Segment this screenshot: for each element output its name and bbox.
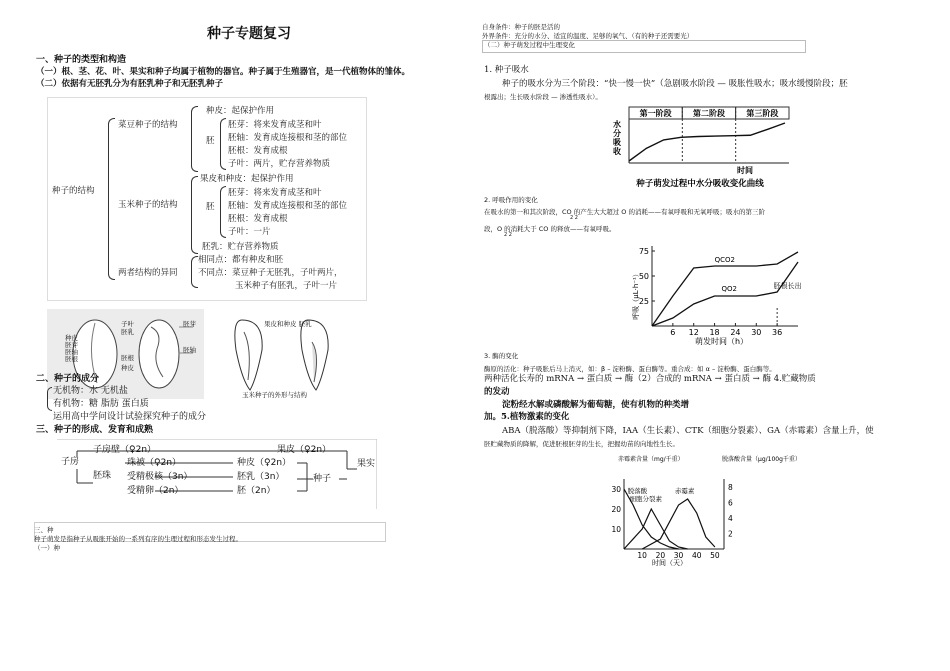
hormone-para-2: 胚贮藏物质的降解，促进胚根胚芽的生长，把握幼苗的向地性生长。 bbox=[484, 440, 679, 448]
stage-label-1: 第一阶段 bbox=[639, 109, 672, 118]
series-label-1: 细胞分裂素 bbox=[629, 495, 662, 503]
tree-bean: 菜豆种子的结构 bbox=[118, 120, 178, 130]
bean-label-9: 胚根 bbox=[121, 354, 134, 362]
flow-coat: 种皮（♀2n） bbox=[237, 458, 292, 468]
y-tick-label-1: 20 bbox=[611, 505, 621, 514]
flow-wall: 子房壁（♀2n） bbox=[93, 445, 157, 455]
water-para-2: 根露出；生长吸水阶段 — 渗透性吸水）。 bbox=[484, 93, 602, 101]
x-tick-label-1: 12 bbox=[688, 328, 699, 337]
series-line-2 bbox=[642, 499, 715, 549]
water-heading: 1. 种子吸水 bbox=[484, 65, 529, 75]
enzyme-heading: 3. 酶的变化 bbox=[484, 352, 519, 360]
resp-heading: 2. 呼吸作用的变化 bbox=[484, 196, 538, 204]
page-title: 种子专题复习 bbox=[207, 26, 291, 42]
chart-caption: 种子萌发过程中水分吸收变化曲线 bbox=[636, 179, 764, 189]
x-tick-label-3: 40 bbox=[691, 551, 702, 560]
resp-para-2-sub: 2 2 bbox=[504, 232, 512, 238]
bean-label-1: 种皮 bbox=[65, 334, 78, 342]
enzyme-para-5: 加。5.植物激素的变化 bbox=[484, 412, 570, 422]
y-right-tick-label-3: 8 bbox=[728, 482, 733, 492]
y-tick-label-0: 10 bbox=[611, 525, 621, 534]
stage-label-2: 第二阶段 bbox=[693, 109, 725, 118]
y-right-tick-label-1: 4 bbox=[728, 513, 733, 523]
subheading-physiology: （二）种子萌发过程中生理变化 bbox=[484, 41, 575, 49]
section-2-heading: 二、种子的成分 bbox=[36, 374, 100, 384]
flow-fruit: 果实 bbox=[357, 459, 376, 469]
x-tick-label-3: 24 bbox=[730, 328, 741, 337]
series-label-qo2: QO2 bbox=[721, 285, 738, 293]
series-line-1 bbox=[624, 509, 688, 549]
hormone-chart-svg bbox=[604, 451, 818, 569]
resp-para-1-sub: 2 2 bbox=[570, 215, 578, 221]
bean-label-8: 胚轴 bbox=[183, 346, 196, 354]
seed-structure-diagram bbox=[47, 97, 367, 301]
ylabel-char-1: 分 bbox=[613, 129, 621, 138]
hormone-chart bbox=[604, 451, 818, 569]
tree-corn: 玉米种子的结构 bbox=[118, 200, 178, 210]
ylabel-char-2: 吸 bbox=[613, 138, 621, 147]
series-label-0: 脱落酸 bbox=[627, 487, 648, 495]
ylabel-char-0: 水 bbox=[613, 120, 621, 129]
tree-compare: 两者结构的异同 bbox=[118, 268, 178, 278]
flow-polar: 受精极核（3n） bbox=[127, 472, 193, 482]
cmp-item-3: 玉米种子有胚乳，子叶一片 bbox=[235, 281, 338, 291]
enzyme-para-2: 两种活化长寿的 mRNA → 蛋白质 → 酶（2）合成的 mRNA → 蛋白质 → 酶 4.贮藏物质 bbox=[484, 374, 816, 384]
cmp-item-1: 相同点：都有种皮和胚 bbox=[198, 255, 284, 265]
x-tick-label-2: 30 bbox=[673, 551, 684, 560]
x-axis-label: 时间 bbox=[737, 166, 753, 175]
x-axis-label: 萌发时间（h） bbox=[694, 337, 749, 346]
flow-endo: 胚乳（3n） bbox=[237, 472, 285, 482]
tree-root: 种子的结构 bbox=[52, 186, 95, 196]
bean-label-7: 胚芽 bbox=[183, 320, 196, 328]
enzyme-para-1: 酶原的活化：种子吸胀后马上消灭，如：β – 淀粉酶、蛋白酶等。重合成：如 α – 淀粉酶、蛋白酶等。 bbox=[484, 365, 776, 373]
water-chart bbox=[607, 103, 793, 189]
corn-seed-image bbox=[212, 312, 362, 404]
y-axis-label-left: 赤霉素含量（mg/千重） bbox=[618, 456, 684, 463]
bean-item-5: 子叶：两片，贮存营养物质 bbox=[228, 159, 331, 169]
section-1-para-2: （二）依据有无胚乳分为有胚乳种子和无胚乳种子 bbox=[36, 79, 224, 89]
bean-embryo: 胚 bbox=[206, 136, 215, 146]
bottom-line-2: 种子萌发是指种子从吸胀开始的一系列有序的生理过程和形态发生过程。 bbox=[34, 535, 242, 543]
water-chart-svg bbox=[607, 103, 793, 189]
x-tick-label-2: 18 bbox=[709, 328, 720, 337]
bean-label-10: 种皮 bbox=[121, 364, 134, 372]
bean-label-2: 胚芽 bbox=[65, 341, 78, 349]
x-tick-label-4: 50 bbox=[710, 551, 720, 560]
corn-item-2: 胚芽：将来发育成茎和叶 bbox=[228, 188, 322, 198]
flow-integ: 珠被（♀2n） bbox=[127, 458, 182, 468]
bean-item-2: 胚芽：将来发育成茎和叶 bbox=[228, 120, 322, 130]
enzyme-para-3: 的发动 bbox=[484, 387, 510, 397]
flow-emb: 胚（2n） bbox=[237, 486, 276, 496]
ylabel-char-3: 收 bbox=[613, 147, 621, 156]
bean-label-5: 子叶 bbox=[121, 320, 134, 328]
stage-label-3: 第三阶段 bbox=[746, 109, 779, 118]
x-axis-label: 时间（天） bbox=[651, 559, 687, 567]
respiration-chart bbox=[630, 240, 805, 346]
x-tick-label-4: 30 bbox=[751, 328, 762, 337]
flow-ovule: 胚珠 bbox=[93, 471, 112, 481]
x-tick-label-5: 36 bbox=[772, 328, 783, 337]
annotation-text: 胚根长出 bbox=[773, 282, 802, 290]
section-1-para-1: （一）根、茎、花、叶、果实和种子均属于植物的器官。种子属于生殖器官，是一代植物体的雏体。 bbox=[36, 67, 411, 77]
hormone-para-1: ABA（脱落酸）等抑制剂下降，IAA（生长素）、CTK（细胞分裂素）、GA（赤霉素）含量上升，使 bbox=[502, 426, 874, 436]
bean-item-3: 胚轴：发育成连接根和茎的部位 bbox=[228, 133, 348, 143]
bean-label-3: 胚轴 bbox=[65, 348, 78, 356]
inorganic-line: 无机物：水 无机盐 bbox=[53, 386, 128, 396]
corn-item-3: 胚轴：发育成连接根和茎的部位 bbox=[228, 201, 348, 211]
method-line: 运用高中学问设计试验探究种子的成分 bbox=[53, 412, 207, 422]
bean-label-6: 胚乳 bbox=[121, 328, 134, 336]
resp-para-2: 段，O 的消耗大于 CO 的释放——有氧呼吸。 bbox=[484, 225, 616, 233]
water-para-1: 种子的吸水分为三个阶段：“快一慢一快”（急剧吸水阶段 — 吸胀性吸水；吸水缓慢阶段；胚 bbox=[502, 79, 848, 89]
section-3-heading: 三、种子的形成、发育和成熟 bbox=[36, 425, 154, 435]
y-axis-label: 呼吸（μL·h⁻¹） bbox=[632, 270, 640, 320]
x-tick-label-1: 20 bbox=[655, 551, 666, 560]
y-tick-label-0: 25 bbox=[638, 297, 649, 306]
condition-internal: 自身条件：种子的胚是活的 bbox=[482, 23, 560, 31]
condition-external: 外界条件：充分的水分、适宜的温度、足够的氧气、（有的种子还需要光） bbox=[482, 32, 694, 40]
flow-ovary: 子房 bbox=[61, 457, 80, 467]
y-tick-label-2: 30 bbox=[611, 485, 621, 494]
section-1-heading: 一、种子的类型和构造 bbox=[36, 55, 127, 65]
water-curve bbox=[629, 123, 785, 161]
organic-line: 有机物：糖 脂肪 蛋白质 bbox=[53, 399, 149, 409]
flow-egg: 受精卵（2n） bbox=[127, 486, 184, 496]
bean-label-4: 胚根 bbox=[65, 355, 78, 363]
enzyme-para-4: 淀粉经水解或磷酸解为葡萄糖，使有机物的种类增 bbox=[502, 400, 690, 410]
seed-formation-flow bbox=[57, 439, 377, 509]
series-label-2: 赤霉素 bbox=[674, 487, 695, 495]
bottom-line-3: （一）种 bbox=[34, 544, 60, 552]
corn-item-6: 胚乳：贮存营养物质 bbox=[202, 242, 279, 252]
series-label-qco2: QCO2 bbox=[714, 256, 735, 264]
flow-seed: 种子 bbox=[313, 474, 332, 484]
x-tick-label-0: 6 bbox=[670, 328, 676, 337]
y-right-tick-label-2: 6 bbox=[728, 498, 733, 508]
corn-item-1: 果皮和种皮：起保护作用 bbox=[200, 174, 294, 184]
bean-item-4: 胚根：发育成根 bbox=[228, 146, 288, 156]
corn-embryo: 胚 bbox=[206, 202, 215, 212]
bean-item-1: 种皮：起保护作用 bbox=[206, 106, 275, 116]
resp-para-1: 在吸水的第一和其次阶段，CO 的产生大大超过 O 的消耗——有氧呼吸和无氧呼吸；吸水的第三阶 bbox=[484, 208, 765, 216]
bottom-line-1: 三、种 bbox=[34, 526, 54, 534]
corn-item-5: 子叶：一片 bbox=[228, 227, 271, 237]
y-axis-label-right: 脱落酸含量（μg/100g千重） bbox=[722, 456, 801, 463]
y-tick-label-2: 75 bbox=[638, 247, 649, 256]
x-tick-label-0: 10 bbox=[637, 551, 647, 560]
respiration-chart-svg bbox=[630, 240, 805, 346]
corn-top-label: 果皮和种皮 胚乳 bbox=[264, 320, 312, 328]
corn-caption: 玉米种子的外形与结构 bbox=[242, 391, 307, 399]
cmp-item-2: 不同点：菜豆种子无胚乳，子叶两片， bbox=[198, 268, 343, 278]
corn-item-4: 胚根：发育成根 bbox=[228, 214, 288, 224]
flow-pericarp: 果皮（♀2n） bbox=[277, 445, 332, 455]
y-tick-label-1: 50 bbox=[638, 272, 649, 281]
y-right-tick-label-0: 2 bbox=[728, 529, 733, 539]
